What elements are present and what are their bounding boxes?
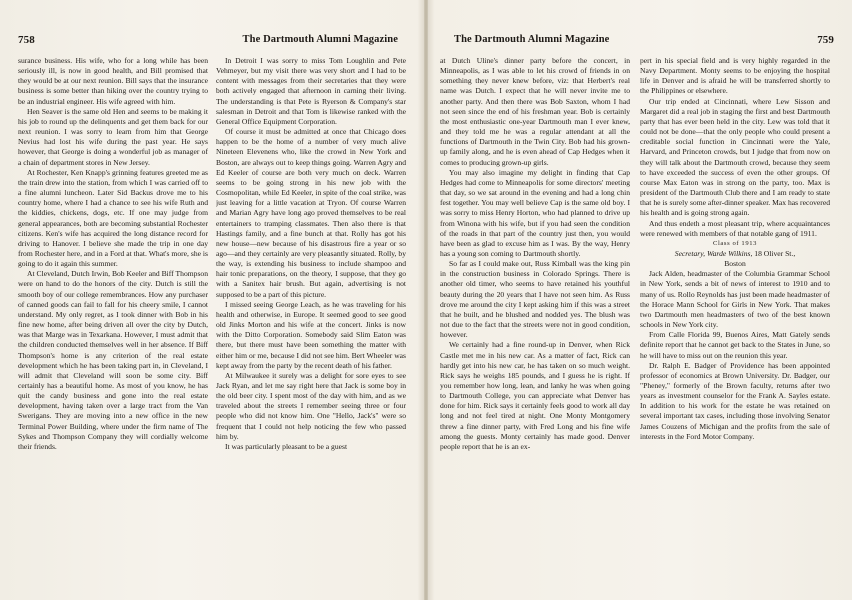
paragraph: at Dutch Uline's dinner party before the concert, in Minneapolis, as I was able to let his crowd of friends in on something they never knew before, viz: that Herbert's real name was Dutch. I expect that he will never invite me to another party. And then there was Bob Saxton, whom I had not seen since the end of his freshman year. Bob is certainly the most enthusiastic one-year Dartmouth man I ever knew, and they told me he was a regular attendant at all the functions of Dartmouth in the Twin City. Bob had his grown-up family along, and he is even ahead of Cap Hedges when it comes to producing grown-up girls.: [440, 56, 630, 167]
secretary-address: 18 Oliver St.,: [754, 248, 796, 258]
paragraph: I missed seeing George Leach, as he was traveling for his health and otherwise, in Europe. It seemed good to see good old Jinks Morton and his wife at the concert. Jinks is now with the Ditto Corporation. Somebody said Slim Eaton was there, but there must have been something the matter with either him or me, because I did not see him. Bert Wheeler was kept away from the party by the recent death of his father.: [216, 299, 406, 370]
paragraph: From Calle Florida 99, Buenos Aires, Matt Gately sends definite report that he cannot get back to the States in June, so he will have to miss out on the reunion this year.: [640, 330, 830, 360]
left-column-1: [18, 56, 208, 592]
page-number: 759: [817, 34, 834, 46]
paragraph: And thus endeth a most pleasant trip, where acquaintances were renewed with members of that notable gang of 1911.: [640, 218, 830, 238]
right-column-1: [440, 56, 630, 592]
running-head-left: [18, 34, 406, 48]
magazine-title: The Dartmouth Alumni Magazine: [242, 34, 398, 45]
paragraph: At Milwaukee it surely was a delight for sore eyes to see Jack Ryan, and let me say right here that Jack is some boy in the old beer city. I spent most of the day with him, and as we traveled about the streets I remember seeing three or four people who did not know him. One "Hello, Jack's" were so frequent that I could not help noticing the few who passed him by.: [216, 370, 406, 441]
paragraph: Dr. Ralph E. Badger of Providence has been appointed professor of economics at Brown University. Dr. Badger, our "Pheney," formerly of the Brown faculty, returns after two years as investment counselor for the Frank A. Sayles estate. In addition to his work for the estate he was retained on several important tax cases, including those involving Senator James Couzens of Michigan and the profits from the sale of interests in the Ford Motor Company.: [640, 360, 830, 441]
class-heading: Class of 1913: [712, 239, 758, 247]
paragraph: Hen Seaver is the same old Hen and seems to be making it his job to round up the delinquents and get them back for our next reunion. I was sorry to learn from him that George Nevius had lost his wife during the past year. He says however, that George is doing a wonderful job as manager of a chain of department stores in New Jersey.: [18, 106, 208, 167]
paragraph: In Detroit I was sorry to miss Tom Loughlin and Pete Vehmeyer, but my visit there was very short and I had to be content with messages from their secretaries that they were both actively engaged that afternoon in carning their living. The understanding is that Pete is Ryerson & Company's star salesman in Detroit and that Tom is likewise ranked with the General Office Equipment Corporation.: [216, 56, 406, 126]
left-column-2: [216, 56, 406, 592]
paragraph: We certainly had a fine round-up in Denver, when Rick Castle met me in his new car. As a matter of fact, Rick can hardly get into his new car, he has taken on so much weight. Rick says he weighs 185 pounds, and I guess he is right. If you remember how long, lean, and lanky he was when going to Dartmouth College, you can appreciate what Denver has done for him. Rick says it certainly feels good to work all day long and not feel tired at night. One Monty Montgomery threw a fine dinner party, with Fred Long and his fine wife among the guests. Monty certainly has made good. Denver people report that he is an ex-: [440, 340, 630, 451]
paragraph: So far as I could make out, Russ Kimball was the king pin in the construction business in Colorado Springs. There is another old timer, who seems to have retained his youthful beauty during the 20 years that I have not seen him. As Russ drove me around the city I kept asking him if this was a street that he built, and he blushed and nodded yes. The blush was not due to the fact that the streets were not in good condition, however.: [440, 259, 630, 340]
paragraph: You may also imagine my delight in finding that Cap Hedges had come to Minneapolis for some directors' meeting that day, so we sat around in the evening and had a long chin fest together. You may well believe Cap is the same old boy. I was sorry to miss Henry Horton, who had planned to drive up from Winona with his wife, but if you had seen the condition of the roads in that part of the country just then, you would have been as glad to excuse him as I was. By the way, Henry has a young son coming to Dartmouth shortly.: [440, 167, 630, 258]
paragraph: pert in his special field and is very highly regarded in the Navy Department. Monty seems to be enjoying the hospital life in Denver and is afraid he will be transferred shortly to the Philippines or elsewhere.: [640, 56, 830, 96]
left-page: [0, 0, 424, 600]
secretary-name: Warde Wilkins,: [706, 248, 753, 258]
paragraph: surance business. His wife, who for a long while has been seriously ill, is now in good health, and Bill promised that they would be at our next reunion. Bill says that the insurance business is some better than hiking over the country trying to be an industrial engineer. His wife agreed with him.: [18, 56, 208, 106]
page-number: 758: [18, 34, 35, 46]
paragraph: At Rochester, Ken Knapp's grinning features greeted me as the train drew into the station, from which I was carried off to a fine alumni luncheon. Later Sid Backus drove me to his country home, where I had a chance to see his wife Ruth and the kiddies, chickens, dogs, etc. If one may judge from general appearances, both are becoming substantial Rochester citizens. Ken's wife has acquired the long distance record for driving to Hanover. I believe she made the trip in one day from Rochester here, and in a Ford at that. What's more, she is going to do it again this summer.: [18, 167, 208, 269]
secretary-city: Boston: [724, 259, 746, 269]
class-secretary: [640, 249, 830, 269]
magazine-title: The Dartmouth Alumni Magazine: [454, 34, 610, 45]
paragraph: Our trip ended at Cincinnati, where Lew Sisson and Margaret did a real job in staging the first and best Dartmouth party that has ever been held in the city. Lew was told that it could not be done—that the only people who could present a creditable social function in Cincinnati were the Yale, Harvard, and Princeton crowds, but I judge that from now on they will talk about the Dartmouth crowd, because they seem to have exceeded the success of even the other groups. Of course Max Eaton was in strong on the party, too. Max is president of the Dartmouth Club there and I am ready to state that he is surely some after-dinner speaker. Max has recovered his health and is going strong again.: [640, 96, 830, 218]
secretary-label: Secretary,: [674, 248, 706, 258]
paragraph: It was particularly pleasant to be a guest: [225, 441, 348, 451]
paragraph: Jack Alden, headmaster of the Columbia Grammar School in New York, sends a bit of news of interest to 1910 and to many of us. Rollo Reynolds has just been made headmaster of the Horace Mann School for Girls in New York. That makes two Dartmouth men headmasters of two of the best known schools in New York city.: [640, 269, 830, 330]
running-head-right: [446, 34, 834, 48]
paragraph: Of course it must be admitted at once that Chicago does happen to be the home of a number of very much alive Nineteen Elevenens who, like the crowd in New York and Boston, are always out to keep things going. Warren Agry and Ed Keeler of course are both very much on deck. Warren seems to be going strong in his new job with the Cosmopolitan, while Ed Keeler, in spite of the coal strike, was just leaving for a little vacation at Tryon. Of course Warren and Marian Agry have long ago proved themselves to be real entertainers to tramping classmates. Then also there is that Hastings family, and a fine bunch at that. Rolly has got his new house—new because of his disastrous fire a year or so ago—and they certainly are very pleasantly situated. Rolly, by the way, is extending his business to include shampoo and hair tonic preparations, on the theory, I suppose, that they go with a Sanitex hair brush. But again, advertising is not supposed to be a part of this picture.: [216, 127, 406, 299]
right-column-2: [640, 56, 830, 592]
paragraph: At Cleveland, Dutch Irwin, Bob Keeler and Biff Thompson were on hand to do the honors of the city. Dutch is still the smooth boy of our college remembrances. How any purchaser of canned goods can fail to fall for his cheery smile, I cannot understand. My only regret, as I took dinner with Bob in his fine new home, after being driven all over the city by Dutch, was that Marge was in Texarkana. However, I must admit that the children conducted themselves well in her absence. If Biff Thompson's home is any criterion of the real estate development which he has been taking part in, in Cleveland, I will admit that Cleveland will soon be some city. Biff certainly has a beautiful home. As most of you know, he has quit the candy business and gone into the real estate development, having taken over a large tract from the Van Swerigans. They are moving into a new office in the new Terminal Power Building, where under the firm name of The Sykes and Thompson Company they will cordially welcome their friends.: [18, 269, 208, 451]
right-page: [428, 0, 852, 600]
